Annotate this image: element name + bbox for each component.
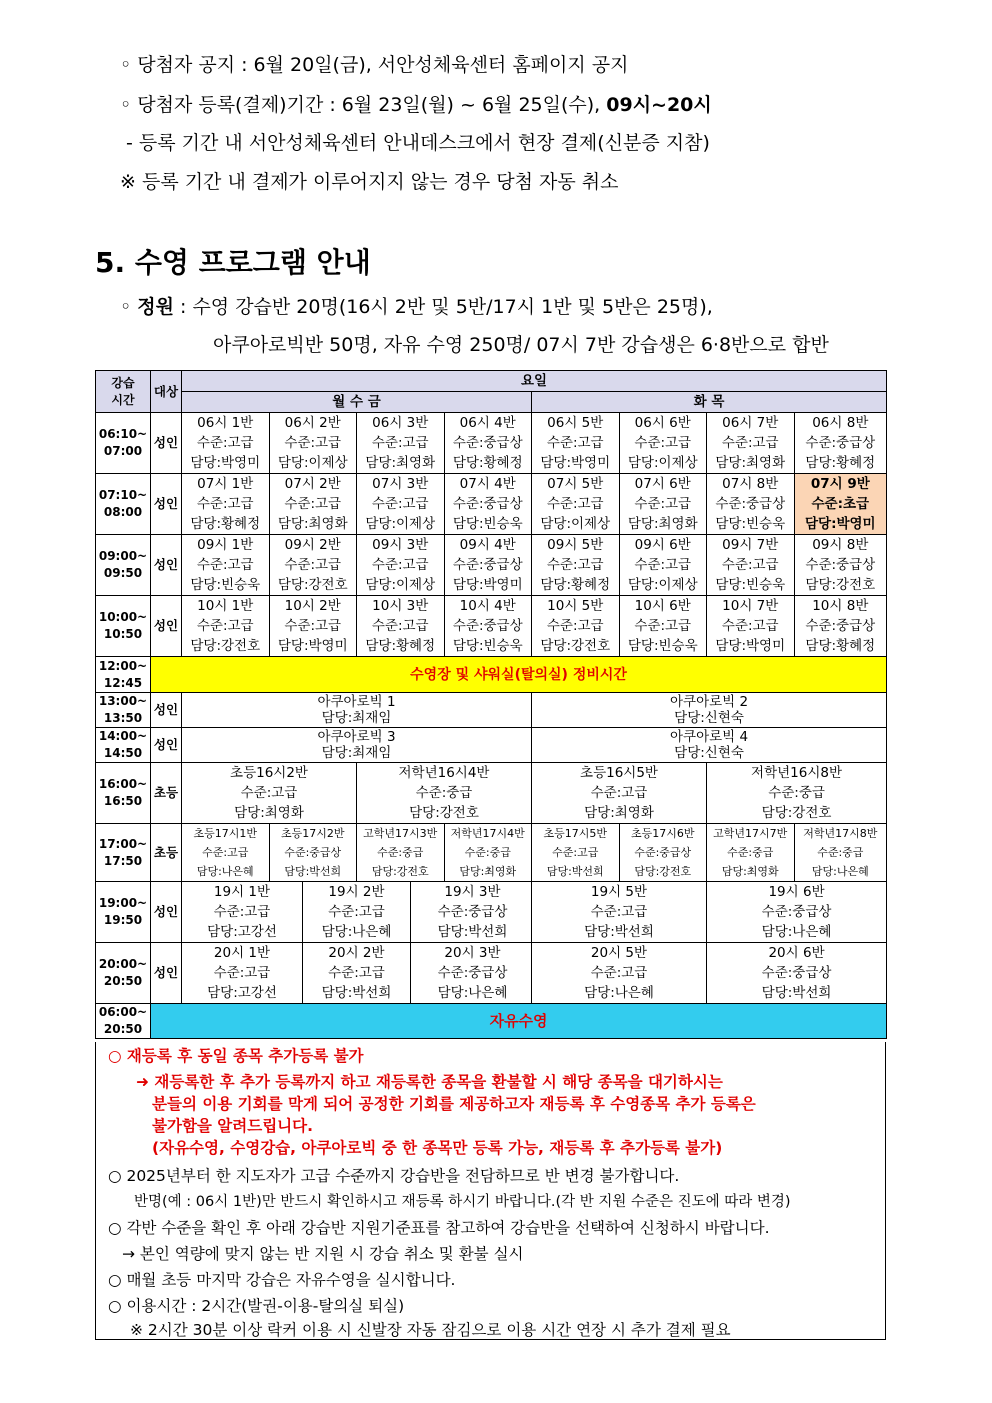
class-cell: 19시 6반 수준:중급상 담당:나은혜 [707,882,887,943]
time-cell: 13:00~ 13:50 [96,693,151,728]
class-cell: 06시 6반 수준:고급 담당:이제상 [619,413,707,474]
class-cell: 20시 6반 수준:중급상 담당:박선희 [707,943,887,1004]
note-reason-3: 불가함을 알려드립니다. [152,1117,314,1135]
class-cell: 07시 5반 수준:고급 담당:이제상 [532,474,620,535]
class-cell: 09시 3반 수준:고급 담당:이제상 [357,535,445,596]
notice-date: ◦ 당첨자 공지 : 6월 20일(금), 서안성체육센터 홈페이지 공지 [120,54,629,76]
class-cell: 06시 8반 수준:중급상 담당:황혜정 [794,413,887,474]
table-header-row [96,371,887,392]
header-day: 요일 [182,371,887,392]
time-cell: 10:00~ 10:50 [96,596,151,657]
class-cell: 10시 8반 수준:중급상 담당:황혜정 [794,596,887,657]
notes-box [95,1042,886,1340]
aquarobic-row [96,693,887,728]
time-cell: 17:00~ 17:50 [96,824,151,882]
evening-left-group [182,943,532,1004]
target-cell: 초등 [151,824,182,882]
class-cell: 저학년16시4반 수준:중급 담당:강전호 [357,763,532,824]
time-cell: 19:00~ 19:50 [96,882,151,943]
aquarobic-cell: 아쿠아로빅 2 담당:신현숙 [532,693,887,728]
aquarobic-cell: 아쿠아로빅 4 담당:신현숙 [532,728,887,763]
time-cell: 06:00~ 20:50 [96,1004,151,1039]
class-cell: 10시 3반 수준:고급 담당:황혜정 [357,596,445,657]
evening-row [96,943,887,1004]
capacity-text: : 수영 강습반 20명(16시 2반 및 5반/17시 1반 및 5반은 25명), [173,296,713,318]
class-cell: 고학년17시3반 수준:중급 담당:강전호 [357,824,445,882]
note-reason-4: (자유수영, 수영강습, 아쿠아로빅 중 한 종목만 등록 가능, 재등록 후 추가등록 불가) [152,1139,723,1157]
class-cell: 20시 2반 수준:고급 담당:박선희 [303,943,411,1003]
highlighted-class-cell: 07시 9반 수준:초급 담당:박영미 [794,474,887,535]
time-cell: 09:00~ 09:50 [96,535,151,596]
note-refund: → 본인 역량에 맞지 않는 반 지원 시 강습 취소 및 환불 실시 [122,1245,524,1263]
header-tt: 화 목 [532,392,887,413]
payment-cancel-note: ※ 등록 기간 내 결제가 이루어지지 않는 경우 당첨 자동 취소 [120,171,619,193]
aquarobic-cell: 아쿠아로빅 1 담당:최재임 [182,693,532,728]
class-cell: 06시 3반 수준:고급 담당:최영화 [357,413,445,474]
class-cell: 07시 6반 수준:고급 담당:최영화 [619,474,707,535]
section-title: 5. 수영 프로그램 안내 [95,246,371,279]
class-cell: 09시 8반 수준:중급상 담당:강전호 [794,535,887,596]
target-cell: 성인 [151,882,182,943]
note-reason-1: ➜ 재등록한 후 추가 등록까지 하고 재등록한 종목을 환불할 시 해당 종목을 대기하시는 [136,1073,723,1091]
note-check-level: ○ 각반 수준을 확인 후 아래 강습반 지원기준표를 참고하여 강습반을 선택하여 신청하시 바랍니다. [108,1219,770,1237]
capacity-label: 정원 [137,296,174,318]
payment-hours: 09시~20시 [606,94,712,116]
class-cell: 10시 7반 수준:고급 담당:박영미 [707,596,795,657]
target-cell: 성인 [151,728,182,763]
maintenance-banner: 수영장 및 샤워실(탈의실) 정비시간 [151,657,887,693]
target-cell: 초등 [151,763,182,824]
time-cell: 07:10~ 08:00 [96,474,151,535]
target-cell: 성인 [151,596,182,657]
class-cell: 09시 4반 수준:중급상 담당:박영미 [444,535,532,596]
class-cell: 저학년16시8반 수준:중급 담당:강전호 [707,763,887,824]
class-cell: 06시 5반 수준:고급 담당:박영미 [532,413,620,474]
class-cell: 07시 8반 수준:중급상 담당:빈승욱 [707,474,795,535]
class-cell: 07시 1반 수준:고급 담당:황혜정 [182,474,270,535]
class-cell: 초등17시1반 수준:고급 담당:나은혜 [182,824,270,882]
class-cell: 09시 6반 수준:고급 담당:이제상 [619,535,707,596]
class-cell: 초등17시5반 수준:고급 담당:박선희 [532,824,620,882]
time-cell: 20:00~ 20:50 [96,943,151,1004]
class-cell: 초등17시6반 수준:중급상 담당:강전호 [619,824,707,882]
payment-period [120,90,712,117]
target-cell: 성인 [151,413,182,474]
class-cell: 07시 2반 수준:고급 담당:최영화 [269,474,357,535]
class-cell: 10시 4반 수준:중급상 담당:빈승욱 [444,596,532,657]
evening-row [96,882,887,943]
class-cell: 초등16시5반 수준:고급 담당:최영화 [532,763,707,824]
payment-period-text: ◦ 당첨자 등록(결제)기간 : 6월 23일(월) ~ 6월 25일(수), [120,94,607,116]
time-cell: 12:00~ 12:45 [96,657,151,693]
aquarobic-cell: 아쿠아로빅 3 담당:최재임 [182,728,532,763]
class-cell: 19시 1반 수준:고급 담당:고강선 [207,884,277,940]
class-cell: 19시 5반 수준:고급 담당:박선희 [532,882,707,943]
class-cell: 10시 6반 수준:고급 담당:빈승욱 [619,596,707,657]
note-class-name: 반명(예 : 06시 1반)만 반드시 확인하시고 재등록 하시기 바랍니다.(각 반 지원 수준은 진도에 따라 변경) [134,1194,791,1210]
class-cell: 09시 7반 수준:고급 담당:빈승욱 [707,535,795,596]
class-cell: 07시 4반 수준:중급상 담당:빈승욱 [444,474,532,535]
class-cell: 06시 7반 수준:고급 담당:최영화 [707,413,795,474]
table-row [96,535,887,596]
note-no-class-change: ○ 2025년부터 한 지도자가 고급 수준까지 강습반을 전담하므로 반 변경 불가합니다. [108,1167,680,1185]
class-cell: 19시 3반 수준:중급상 담당:박선희 [411,882,532,942]
table-header-row [96,392,887,413]
class-cell: 06시 4반 수준:중급상 담당:황혜정 [444,413,532,474]
capacity-line-2: 아쿠아로빅반 50명, 자유 수영 250명/ 07시 7반 강습생은 6·8반으로 합반 [213,334,829,356]
target-cell: 성인 [151,693,182,728]
class-cell: 07시 3반 수준:고급 담당:이제상 [357,474,445,535]
class-cell: 09시 5반 수준:고급 담당:황혜정 [532,535,620,596]
class-cell: 06시 1반 수준:고급 담당:박영미 [182,413,270,474]
class-cell: 고학년17시7반 수준:중급 담당:최영화 [707,824,795,882]
capacity-bullet: ◦ [120,296,138,318]
class-cell: 06시 2반 수준:고급 담당:이제상 [269,413,357,474]
time-cell: 14:00~ 14:50 [96,728,151,763]
header-target: 대상 [151,371,182,413]
note-locker: ※ 2시간 30분 이상 락커 이용 시 신발장 자동 잠김으로 이용 시간 연장 시 추가 결제 필요 [130,1321,731,1339]
kids-row [96,763,887,824]
kids-row [96,824,887,882]
swim-schedule-table [95,370,887,1039]
class-cell: 20시 5반 수준:고급 담당:나은혜 [532,943,707,1004]
class-cell: 저학년17시8반 수준:중급 담당:나은혜 [794,824,887,882]
table-row [96,596,887,657]
target-cell: 성인 [151,535,182,596]
time-cell: 06:10~ 07:00 [96,413,151,474]
note-no-extra-registration: ○ 재등록 후 동일 종목 추가등록 불가 [108,1047,364,1065]
class-cell: 초등17시2반 수준:중급상 담당:박선희 [269,824,357,882]
evening-left-group [182,882,532,943]
table-row [96,413,887,474]
class-cell: 20시 3반 수준:중급상 담당:나은혜 [411,943,532,1003]
capacity-line [120,292,713,319]
class-cell: 20시 1반 수준:고급 담당:고강선 [207,945,277,1001]
header-time: 강습 시간 [96,371,151,413]
class-cell: 09시 2반 수준:고급 담당:강전호 [269,535,357,596]
target-cell: 성인 [151,474,182,535]
class-cell: 19시 2반 수준:고급 담당:나은혜 [303,882,411,942]
class-cell: 10시 2반 수준:고급 담당:박영미 [269,596,357,657]
class-cell: 09시 1반 수준:고급 담당:빈승욱 [182,535,270,596]
aquarobic-row [96,728,887,763]
class-cell: 10시 5반 수준:고급 담당:강전호 [532,596,620,657]
target-cell: 성인 [151,943,182,1004]
note-reason-2: 분들의 이용 기회를 막게 되어 공정한 기회를 제공하고자 재등록 후 수영종목 추가 등록은 [152,1095,756,1113]
class-cell: 초등16시2반 수준:고급 담당:최영화 [182,763,357,824]
payment-location: - 등록 기간 내 서안성체육센터 안내데스크에서 현장 결제(신분증 지참) [126,132,710,154]
class-cell: 10시 1반 수준:고급 담당:강전호 [182,596,270,657]
time-cell: 16:00~ 16:50 [96,763,151,824]
maintenance-row [96,657,887,693]
free-swim-row [96,1004,887,1039]
class-cell: 저학년17시4반 수준:중급 담당:최영화 [444,824,532,882]
free-swim-banner: 자유수영 [151,1004,887,1039]
note-usage-time: ○ 이용시간 : 2시간(발권-이용-탈의실 퇴실) [108,1297,405,1315]
table-row [96,474,887,535]
header-mwf: 월 수 금 [182,392,532,413]
note-free-swim-last: ○ 매월 초등 마지막 강습은 자유수영을 실시합니다. [108,1271,456,1289]
